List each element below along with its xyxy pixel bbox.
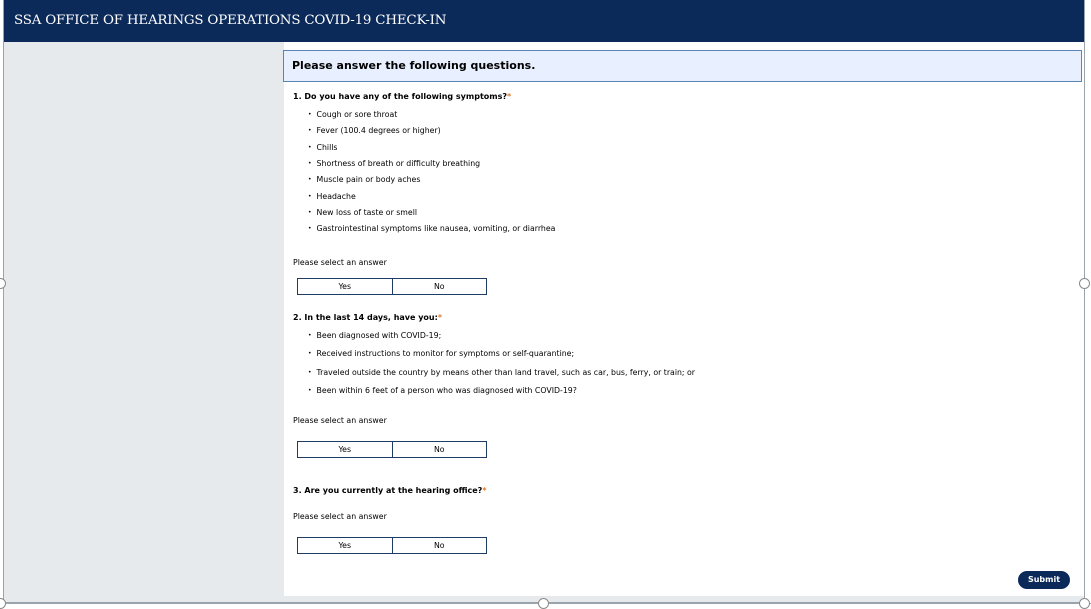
- question-2-yes-button[interactable]: Yes: [338, 445, 352, 454]
- list-item: • Headache: [308, 192, 356, 201]
- question-2-answer-group: [297, 441, 487, 458]
- list-item: • New loss of taste or smell: [308, 208, 417, 217]
- banner-text: Please answer the following questions.: [292, 59, 536, 72]
- question-1-no-button[interactable]: No: [392, 279, 487, 294]
- question-3-yes-button[interactable]: Yes: [338, 541, 352, 550]
- bottom-right-resize-handle[interactable]: [1079, 598, 1090, 609]
- list-item: • Received instructions to monitor for symptoms or self-quarantine;: [308, 349, 574, 358]
- question-3-no-button[interactable]: No: [392, 538, 487, 553]
- page-title: SSA OFFICE OF HEARINGS OPERATIONS COVID-19 CHECK-IN: [14, 13, 447, 28]
- required-marker: *: [507, 92, 512, 101]
- question-1-yes-button[interactable]: Yes: [338, 282, 352, 291]
- submit-button[interactable]: Submit: [1018, 571, 1070, 589]
- instructions-banner: [283, 50, 1082, 82]
- bottom-left-resize-handle[interactable]: [0, 598, 6, 609]
- list-item: • Been within 6 feet of a person who was diagnosed with COVID-19?: [308, 386, 577, 395]
- bottom-resize-handle[interactable]: [538, 598, 549, 609]
- list-item: • Chills: [308, 143, 338, 152]
- list-item: • Cough or sore throat: [308, 110, 397, 119]
- question-1-prompt: Please select an answer: [293, 258, 387, 267]
- question-3-answer-group: [297, 537, 487, 554]
- list-item: • Gastrointestinal symptoms like nausea, vomiting, or diarrhea: [308, 224, 555, 233]
- right-resize-handle[interactable]: [1079, 278, 1090, 289]
- question-1-label: 1. Do you have any of the following symptoms?*: [293, 92, 512, 101]
- question-1-answer-group: [297, 278, 487, 295]
- question-2-no-button[interactable]: No: [392, 442, 487, 457]
- question-3-prompt: Please select an answer: [293, 512, 387, 521]
- required-marker: *: [482, 486, 487, 495]
- list-item: • Traveled outside the country by means other than land travel, such as car, bus, ferry, or train; or: [308, 368, 695, 377]
- list-item: • Been diagnosed with COVID-19;: [308, 331, 441, 340]
- question-2-label: 2. In the last 14 days, have you:*: [293, 313, 442, 322]
- header-bar: [4, 0, 1084, 42]
- list-item: • Shortness of breath or difficulty breathing: [308, 159, 480, 168]
- required-marker: *: [437, 313, 442, 322]
- list-item: • Fever (100.4 degrees or higher): [308, 126, 441, 135]
- left-panel: [4, 42, 282, 602]
- question-3-label: 3. Are you currently at the hearing office?*: [293, 486, 487, 495]
- list-item: • Muscle pain or body aches: [308, 175, 420, 184]
- question-2-prompt: Please select an answer: [293, 416, 387, 425]
